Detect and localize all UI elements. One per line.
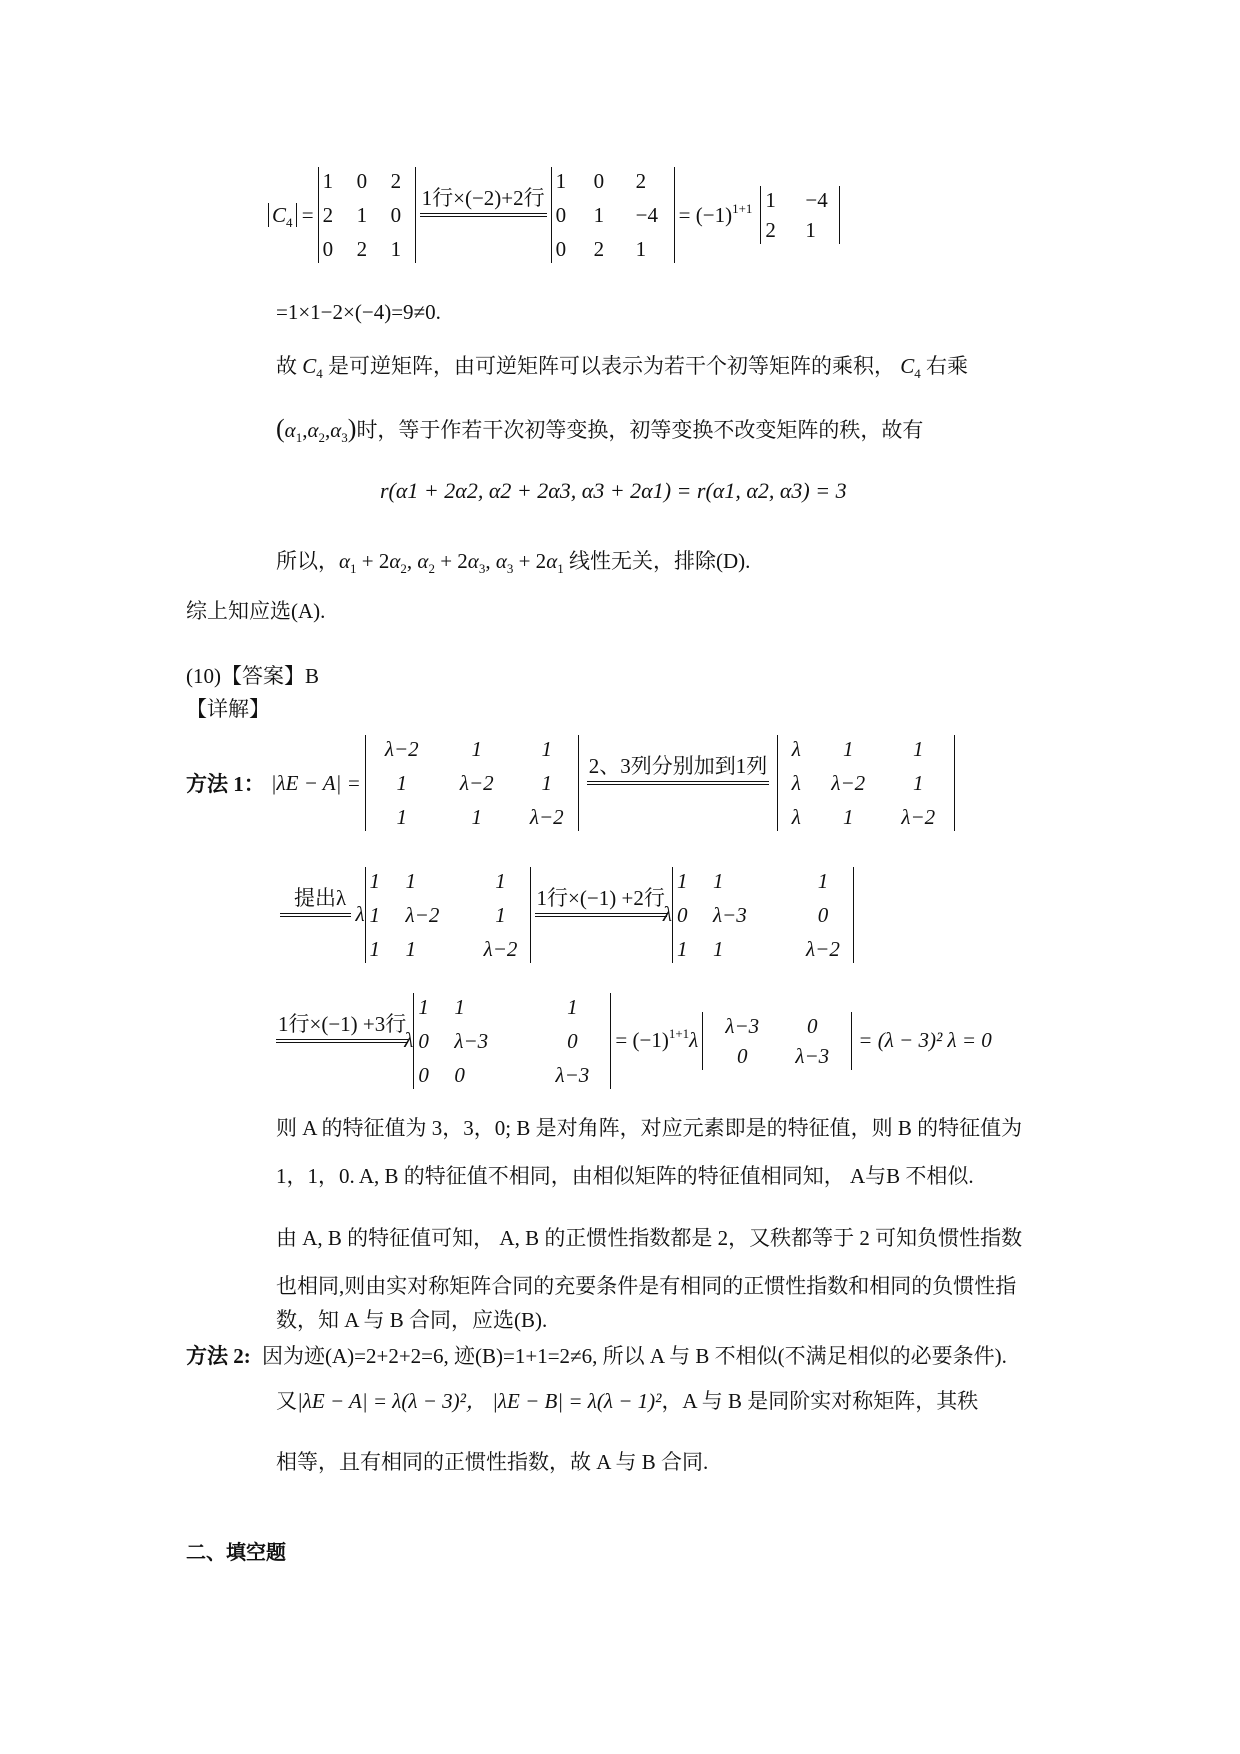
method2-line2: 又|λE − A| = λ(λ − 3)²， |λE − B| = λ(λ − 1)²，A 与 B 是同阶实对称矩阵，其秩 xyxy=(276,1389,979,1413)
method2-label: 方法 2: xyxy=(186,1344,251,1368)
cofactor-sign: = $(-1)^{1+1}$ xyxy=(678,200,753,227)
inertia-paragraph-line2: 也相同,则由实对称矩阵合同的充要条件是有相同的正惯性指数和相同的负惯性指 xyxy=(276,1274,1017,1298)
method1-row2 xyxy=(276,862,854,967)
column-operation-label: 2、3列分别加到1列 xyxy=(587,753,770,785)
row-operation-2-label: 1行×(−1) +2行 xyxy=(535,885,667,917)
method1-label: 方法 1： xyxy=(186,772,265,796)
detail-label: 【详解】 xyxy=(186,697,270,721)
minor-2x2: λ−3 0 0 λ−3 xyxy=(702,1012,852,1070)
matrix-step2: λ 1 1 λ λ−2 1 λ 1 λ−2 xyxy=(777,735,955,831)
char-poly-result: = (λ − 3)² λ = 0 xyxy=(858,1028,992,1052)
eigen-paragraph-line2: 1，1，0. A, B 的特征值不相同，由相似矩阵的特征值相同知， A与B 不相似. xyxy=(276,1164,974,1188)
inertia-paragraph-line1: 由 A, B 的特征值可知， A, B 的正惯性指数都是 2，又秩都等于 2 可知负惯性指数 xyxy=(276,1226,1023,1250)
lambda-coefficient-3: λ xyxy=(404,1028,414,1052)
lambda-coefficient-2: λ xyxy=(662,902,672,926)
inertia-paragraph-line3: 数，知 A 与 B 合同，应选(B). xyxy=(276,1308,548,1332)
eigen-paragraph-line1: 则 A 的特征值为 3，3，0; B 是对角阵，对应元素即是的特征值，则 B 的特征值为 xyxy=(276,1116,1023,1140)
method1-row3 xyxy=(276,988,992,1093)
c4-paragraph-line2: $(\alpha_1,\alpha_2,\alpha_3)$时，等于作若干次初等变换，初等变换不改变矩阵的秩，故有 xyxy=(276,414,924,445)
matrix-step5: 1 1 1 0 λ−3 0 0 0 λ−3 xyxy=(413,993,611,1089)
method1-row1 xyxy=(186,728,955,838)
char-poly-lhs: |λE − A| = xyxy=(270,770,361,795)
method2-line1: 方法 2: 因为迹(A)=2+2+2=6, 迹(B)=1+1=2≠6, 所以 A 与 B 不相似(不满足相似的必要条件). xyxy=(186,1344,1007,1368)
row-operation-label: 1行×(−2)+2行 xyxy=(420,185,547,217)
linear-independence-line: 所以，$\alpha_1 + 2\alpha_2$, $\alpha_2 + 2\alpha_3$, $\alpha_3 + 2\alpha_1$ 线性无关，排除(D). xyxy=(276,549,751,576)
rank-equation: r(α1 + 2α2, α2 + 2α3, α3 + 2α1) = r(α1, α2, α3) = 3 xyxy=(380,478,847,503)
row-operation-3-label: 1行×(−1) +3行 xyxy=(276,1011,408,1043)
c4-reduced-matrix: 1 0 2 0 1 −4 0 2 1 xyxy=(551,167,675,263)
c4-paragraph-line1: 故 $C_4$ 是可逆矩阵，由可逆矩阵可以表示为若干个初等矩阵的乘积， $C_4$ 右乘 xyxy=(276,354,969,381)
c4-determinant-equation xyxy=(268,165,840,265)
factor-out-lambda-label: 提出λ xyxy=(280,885,351,917)
c4-result: =1×1−2×(−4)=9≠0. xyxy=(276,300,441,324)
cofactor-sign-2: = $(-1)^{1+1}\lambda$ xyxy=(615,1026,699,1052)
section-heading-fill-in-blank: 二、填空题 xyxy=(186,1540,286,1564)
method2-line3: 相等，且有相同的正惯性指数，故 A 与 B 合同. xyxy=(276,1450,709,1474)
matrix-step4: 1 1 1 0 λ−3 0 1 1 λ−2 xyxy=(672,867,854,963)
matrix-step3: 1 1 1 1 λ−2 1 1 1 λ−2 xyxy=(365,867,531,963)
lambda-coefficient: λ xyxy=(355,902,365,926)
question-10-answer: (10)【答案】B xyxy=(186,664,319,688)
conclusion-line: 综上知应选(A). xyxy=(186,599,326,623)
c4-lhs: $C_4$ = xyxy=(268,203,314,228)
minor-matrix: 1 −4 2 1 xyxy=(760,186,840,244)
c4-matrix: 1 0 2 2 1 0 0 2 1 xyxy=(318,167,416,263)
matrix-lambdaE-minus-A: λ−2 1 1 1 λ−2 1 1 1 λ−2 xyxy=(365,735,579,831)
